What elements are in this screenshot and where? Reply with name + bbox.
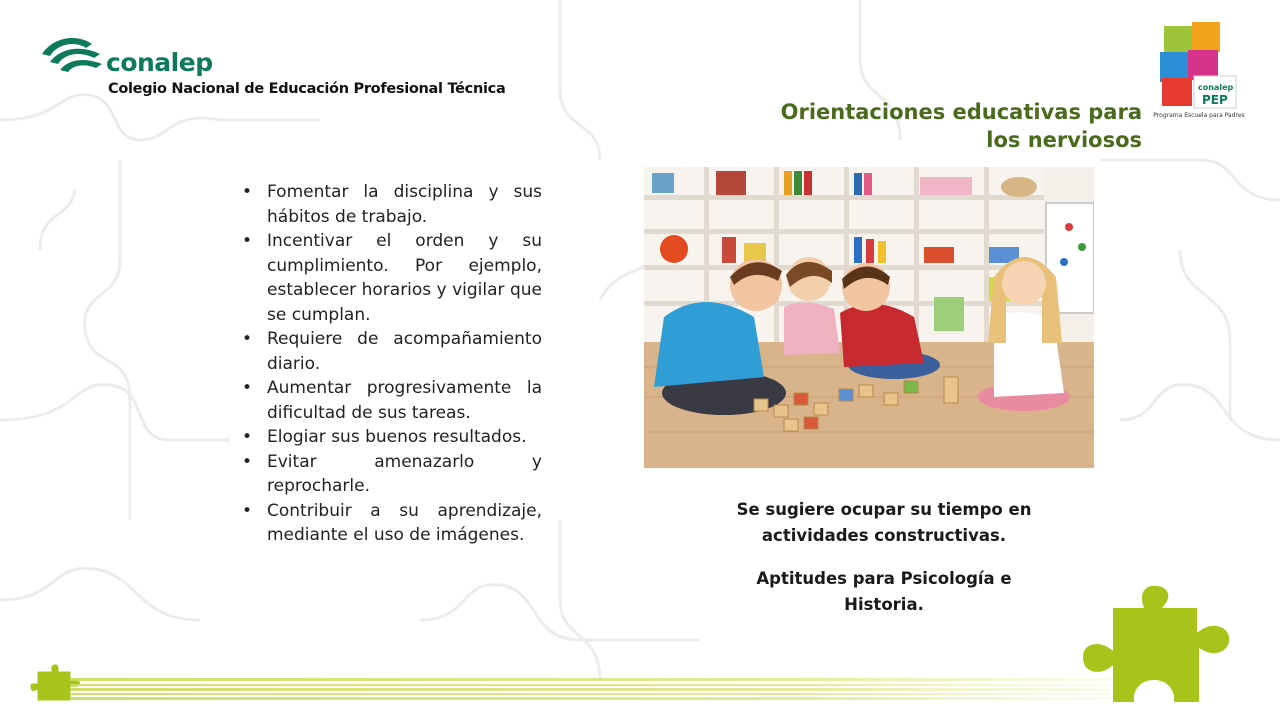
list-item: • Contribuir a su aprendizaje, mediante el uso de imágenes.: [240, 499, 542, 548]
decorative-stripes: [70, 676, 1110, 704]
puzzle-piece-blue: [1160, 52, 1190, 82]
list-item: • Incentivar el orden y su cumplimiento. Por ejemplo, establecer horarios y vigilar que se cumplan.: [240, 229, 542, 327]
institution-name: Colegio Nacional de Educación Profesional Técnica: [108, 81, 506, 97]
conalep-emblem-icon: [40, 32, 104, 74]
list-item: • Evitar amenazarlo y reprocharle.: [240, 450, 542, 499]
conalep-logo: [40, 30, 540, 110]
list-item: • Elogiar sus buenos resultados.: [240, 425, 542, 450]
slide-title-line2: los nerviosos: [986, 128, 1142, 152]
pep-caption: Programa Escuela para Padres: [1153, 112, 1245, 119]
puzzle-piece-orange: [1192, 22, 1220, 52]
list-item: • Aumentar progresivamente la dificultad de sus tareas.: [240, 376, 542, 425]
children-playing-photo: [644, 167, 1094, 468]
list-item: • Fomentar la disciplina y sus hábitos de trabajo.: [240, 180, 542, 229]
recommendations-list: [240, 180, 542, 548]
puzzle-piece-green: [1164, 26, 1194, 54]
pep-label: PEP: [1202, 93, 1228, 107]
pep-brand: conalep: [1198, 83, 1234, 92]
aptitudes-text: Aptitudes para Psicología e Historia.: [756, 569, 1012, 614]
conalep-wordmark: conalep: [106, 48, 213, 77]
slide-title: [781, 98, 1142, 154]
puzzle-piece-red: [1162, 78, 1192, 106]
slide-title-line1: Orientaciones educativas para: [780, 100, 1142, 124]
list-item: • Requiere de acompañamiento diario.: [240, 327, 542, 376]
activity-suggestion: Se sugiere ocupar su tiempo en actividades constructivas.: [736, 500, 1032, 545]
